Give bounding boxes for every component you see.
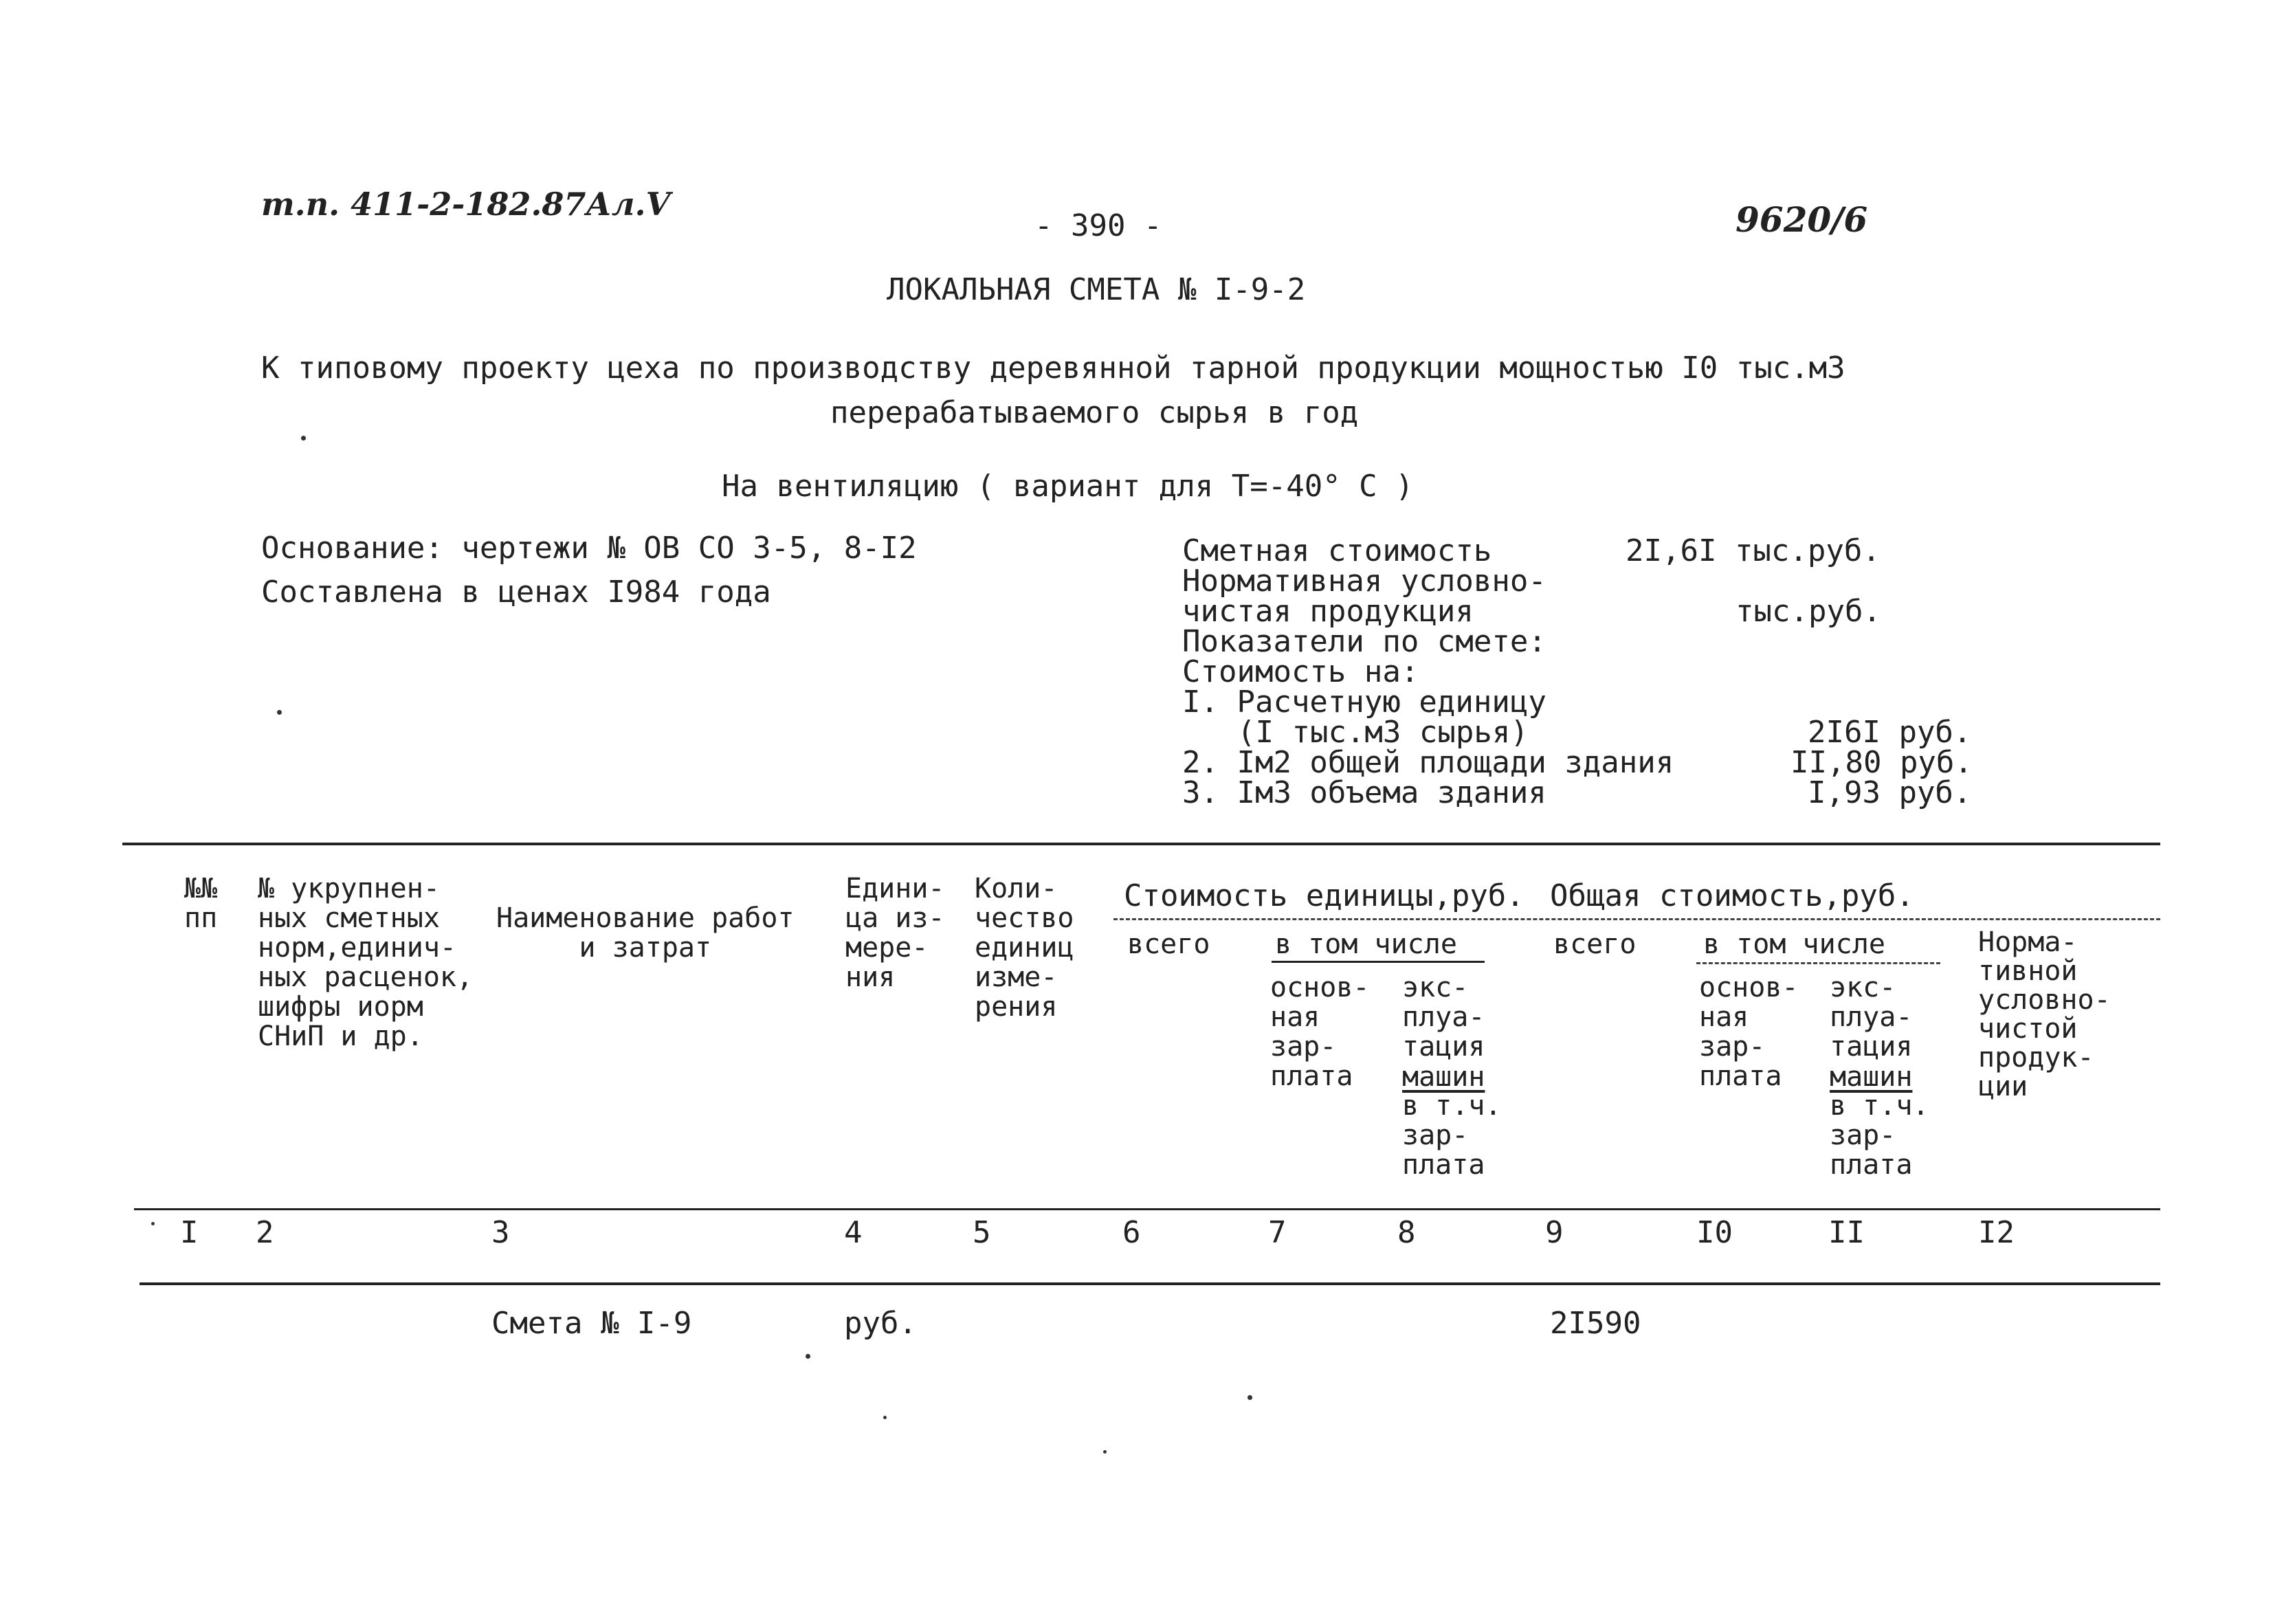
header-unit-machines-a: экс- плуа- тация — [1402, 972, 1485, 1063]
column-number: 2 — [256, 1215, 274, 1250]
header-total-incl: в том числе — [1703, 928, 1885, 960]
indicators-label: Показатели по смете: — [1182, 624, 1546, 659]
header-normative-product: Норма- тивной условно- чистой продук- ции — [1978, 926, 2111, 1102]
indicator-1-value: 2I6I руб. — [1808, 715, 1972, 750]
indicator-2-value: II,80 руб. — [1790, 745, 1973, 780]
normative-label-2: чистая продукция — [1182, 594, 1474, 629]
header-total-cost-group: Общая стоимость,руб. — [1550, 878, 1914, 913]
total-incl-rule — [1696, 962, 1940, 964]
header-total-machines-c: в т.ч. зар- плата — [1830, 1090, 1929, 1181]
table-row-unit: руб. — [844, 1306, 917, 1341]
column-number: 4 — [844, 1215, 863, 1250]
subtitle-line-1: К типовому проекту цеха по производству деревянной тарной продукции мощностью I0 тыс.м3 — [261, 351, 1845, 386]
table-top-rule — [122, 843, 2160, 845]
header-unit-cost-group: Стоимость единицы,руб. — [1124, 878, 1524, 913]
scan-speck — [1103, 1450, 1107, 1454]
column-number: 8 — [1397, 1215, 1416, 1250]
column-number: I0 — [1696, 1215, 1733, 1250]
normative-unit: тыс.руб. — [1736, 594, 1881, 629]
column-number: II — [1828, 1215, 1865, 1250]
basis-drawings: Основание: чертежи № ОВ СО 3-5, 8-I2 — [261, 531, 917, 566]
purpose-line: На вентиляцию ( вариант для Т=-40° С ) — [722, 469, 1414, 504]
header-total-machines-b: машин — [1830, 1061, 1913, 1093]
table-row-total-cost: 2I590 — [1550, 1306, 1641, 1341]
scan-speck — [277, 710, 282, 715]
cost-group-rule — [1113, 918, 2160, 920]
estimated-cost-label: Сметная стоимость — [1182, 533, 1492, 568]
normative-label-1: Нормативная условно- — [1182, 564, 1546, 599]
indicator-3-label: 3. Iм3 объема здания — [1182, 775, 1546, 810]
subtitle-line-2: перерабатываемого сырья в год — [830, 395, 1359, 430]
page-number: - 390 - — [1034, 208, 1162, 243]
estimated-cost-value: 2I,6I тыс.руб. — [1626, 533, 1881, 568]
header-total-main-salary: основ- ная зар- плата — [1699, 972, 1799, 1092]
column-number: 3 — [491, 1215, 510, 1250]
scan-speck — [151, 1222, 155, 1225]
column-numbers-rule — [140, 1282, 2160, 1285]
indicator-2-label: 2. Iм2 общей площади здания — [1182, 745, 1674, 780]
header-unit-machines-b: машин — [1402, 1061, 1485, 1093]
header-unit-incl: в том числе — [1275, 928, 1457, 960]
column-number: I — [180, 1215, 199, 1250]
column-number: 6 — [1122, 1215, 1141, 1250]
indicator-1-label: I. Расчетную единицу — [1182, 685, 1546, 720]
document-title: ЛОКАЛЬНАЯ СМЕТА № I-9-2 — [887, 272, 1306, 307]
indicator-3-value: I,93 руб. — [1808, 775, 1972, 810]
basis-prices-year: Составлена в ценах I984 года — [261, 575, 771, 610]
unit-incl-rule — [1272, 961, 1485, 963]
header-unit-machines-c: в т.ч. зар- плата — [1402, 1090, 1502, 1181]
handwritten-archive-number: 9620/6 — [1736, 199, 1868, 240]
header-works-name: Наименование работ и затрат — [496, 902, 795, 964]
header-bottom-rule — [134, 1208, 2160, 1210]
header-quantity: Коли- чество единиц изме- рения — [975, 873, 1074, 1023]
scan-speck — [1248, 1395, 1252, 1400]
column-number: 9 — [1545, 1215, 1564, 1250]
scan-speck — [883, 1416, 887, 1419]
scan-speck — [806, 1354, 810, 1359]
scan-speck — [301, 436, 306, 441]
header-row-number: №№ пп — [184, 873, 218, 934]
cost-for-label: Стоимость на: — [1182, 654, 1419, 689]
header-unit-main-salary: основ- ная зар- плата — [1270, 972, 1370, 1092]
handwritten-project-code: т.п. 411-2-182.87Ал.V — [261, 186, 671, 223]
header-norm-codes: № укрупнен- ных сметных норм,единич- ных расценок, шифры иорм СНиП и др. — [258, 873, 474, 1052]
column-number: 5 — [973, 1215, 991, 1250]
table-row-name: Смета № I-9 — [491, 1306, 692, 1341]
indicator-1-sublabel: (I тыс.м3 сырья) — [1237, 715, 1529, 750]
header-total-total: всего — [1553, 928, 1637, 960]
column-number: I2 — [1978, 1215, 2015, 1250]
header-unit-total: всего — [1127, 928, 1210, 960]
header-unit: Едини- ца из- мере- ния — [845, 873, 945, 993]
header-total-machines-a: экс- плуа- тация — [1830, 972, 1913, 1063]
column-number: 7 — [1268, 1215, 1287, 1250]
